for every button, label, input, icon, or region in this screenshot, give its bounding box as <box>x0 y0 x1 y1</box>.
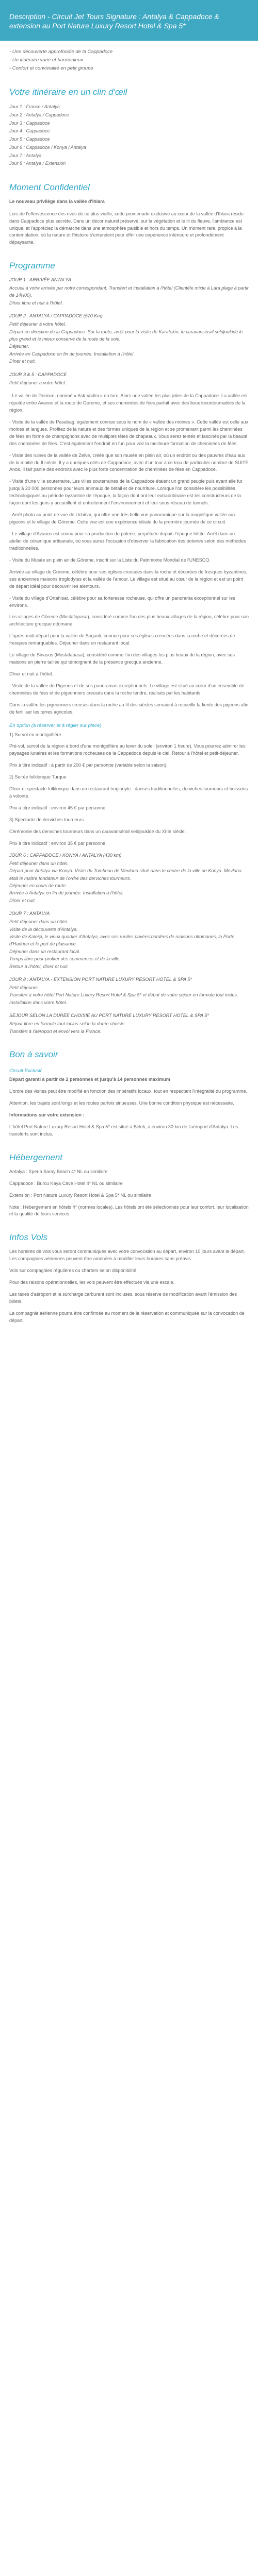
day-block <box>9 313 249 365</box>
infos-vols-paragraph: Pour des raisons opérationnelles, les vols peuvent être effectués via une escale. <box>9 1279 175 1285</box>
day-title: SÉJOUR SELON LA DURÉE CHOISIE AU PORT NATURE LUXURY RESORT HOTEL & SPA 5* <box>9 1013 209 1019</box>
programme-paragraph: Le village de Sinasos (Mustafapasa), considéré comme l'un des villages les plus beaux de la région, avec ses maisons en pierre taillée qui témoignent de la présence grecque ancienne. <box>9 652 235 665</box>
day-title: JOUR 3 & 5 : CAPPADOCE <box>9 371 67 377</box>
bon-paragraph: Départ garanti à partir de 2 personnes et jusqu'à 14 personnes maximum <box>9 1077 170 1082</box>
summary-item: - Un itinéraire varié et harmonieux <box>9 57 84 63</box>
day-title: JOUR 8 : ANTALYA - EXTENSION PORT NATURE LUXURY RESORT HOTEL & SPA 5* <box>9 977 192 982</box>
day-title: JOUR 6 : CAPPADOCE / KONYA / ANTALYA (430 km) <box>9 852 122 858</box>
day-line: Dîner libre et nuit à l'hôtel. <box>9 300 63 306</box>
itinerary-day: Jour 7 : Antalya <box>9 152 42 158</box>
hebergement-paragraph: Antalya : Xperia Saray Beach 4* NL ou similaire <box>9 1168 108 1174</box>
day-line: Petit déjeuner. <box>9 985 39 991</box>
day-line: Dîner et nuit. <box>9 897 36 903</box>
day-line: Déjeuner. <box>9 344 29 349</box>
itinerary-day: Jour 6 : Cappadoce / Konya / Antalya <box>9 144 86 150</box>
programme-paragraph: - Visite des ruines de la vallée de Zelve, créée que son musée en plein air, où un endroit ou des pauvres d'eau aux de la moitié du Il siècle. Il y a quelques cités de Cappadoce, avec d'un tour à ce trou de particulier nombre de SUITE Anos. Il fait partie des endroits avec le plus forte concentration de cheminées de fées en Cappadoce. <box>9 452 249 472</box>
day-line: Séjour libre en formule tout inclus selon la durée choisie. <box>9 1021 126 1027</box>
option-line: 2) Soirée folklorique Turque <box>9 774 67 780</box>
itinerary-day: Jour 4 : Cappadoce <box>9 128 50 134</box>
programme-paragraph: - Visite de la vallée de Pasabag, également connue sous le nom de « vallée des moines ». Cette vallée est celle aux moines et langues. Profitez de la nature et des formes uniques de la région et se promenant parmi les cheminées de fées en forme de champignons avec de multiples têtes de chapeaux. Vous serez tentés et fascinés par la beauté des cheminées de fées. C'est également l'endroit en fun pour voir la meilleure formation de cheminées de fées. <box>9 419 249 446</box>
programme-paragraph: - Visite d'une ville souterraine. Les villes souterraines de la Cappadoce étaient un grand peuple puis avant elle fut jusqu'à 20 000 personnes pour leurs animaux de bétail et de nourriture. Lorsque l'on considère les possibilités technologiques au période byzantine de l'époque, la façon dont ont leur extraordinaire est les constructeurs de la façon dont les gens y accueillent et entretiennent l'environnement et leur sous-réseau de tunnels. <box>9 479 243 506</box>
day-line: Petit déjeuner dans un hôtel. <box>9 860 69 866</box>
infos-vols-paragraph: Les horaires de vols vous seront communiqués avec votre convocation au départ, environ 10 jours avant le départ. Les compagnies aériennes peuvent être amenées à modifier leurs horaires sans préavis. <box>9 1249 245 1261</box>
bon-subtitle: Circuit Exclusif <box>9 1067 42 1074</box>
programme-paragraph: - Visite du village d'Ortahisar, célèbre pour sa forteresse rocheuse, qui offre un panorama exceptionnel sur les environs. <box>9 595 235 608</box>
day-line: Temps libre pour profiter des commerces et de la ville. <box>9 956 121 962</box>
day-line: Petit déjeuner dans un hôtel. <box>9 919 69 925</box>
day-line: Transfert à votre hôtel Port Nature Luxury Resort Hotel & Spa 5* et début de votre séjour en formule tout inclus. <box>9 992 238 998</box>
programme-paragraph: - Visite du Musée en plein air de Göreme, inscrit sur la Liste du Patrimoine Mondial de l'UNESCO. <box>9 557 211 563</box>
bon-heading: Bon à savoir <box>9 1049 58 1060</box>
summary-item: - Une découverte approfondie de la Cappadoce <box>9 49 113 55</box>
hebergement-paragraph: Cappadoce : Burcu Kaya Cave Hotel 4* NL ou similaire <box>9 1180 123 1186</box>
itinerary-list <box>9 103 249 168</box>
day-line: Arrivée en Cappadoce en fin de journée. Installation à l'hôtel. <box>9 351 135 357</box>
option-line: Dîner et spectacle folklorique dans un restaurant troglodyte : danses traditionnelles, derviches tourneurs et boissons à volonté. <box>9 786 248 799</box>
summary-list <box>9 48 249 73</box>
day-line: Dîner et nuit. <box>9 359 36 364</box>
day-line: Arrivée à Antalya en fin de journée. Installation à l'hôtel. <box>9 890 124 896</box>
day-block <box>9 852 249 904</box>
description-header <box>0 0 258 41</box>
programme-paragraph: Dans la vallée les pigeonniers creusés dans la roche au fil des siècles servaient à recueillir la fiente des pigeons afin de fertiliser les terres agricoles. <box>9 702 249 715</box>
day-line: Départ pour Antalya via Konya. Visite du Tombeau de Mevlana situé dans le centre de la ville de Konya. Mevlana était le maître fondateur de l'ordre des derviches tourneurs. <box>9 868 241 881</box>
programme-paragraph: Dîner et nuit à l'hôtel. <box>9 671 53 677</box>
hebergement-paragraph: Note : Hébergement en hôtels 4* (normes locales). Les hôtels ont été sélectionnés pour leur confort, leur localisation et la qualité de leurs services. <box>9 1204 249 1217</box>
day-block <box>9 910 249 970</box>
itinerary-day: Jour 3 : Cappadoce <box>9 120 50 126</box>
infos-vols-paragraph: Les taxes d'aéroport et la surcharge carburant sont incluses, sous réserve de modification avant l'émission des billets. <box>9 1291 237 1304</box>
day-line: Petit déjeuner à votre hôtel. <box>9 321 67 327</box>
option-line: Prix à titre indicatif : environ 35 € par personne. <box>9 840 107 846</box>
programme-paragraph: - Arrêt photo au point de vue de Uchisar, qui offre une très belle vue panoramique sur la magnifique vallée aux pigeons et le village de Göreme. Cette vue est une expérience idéale du la première journée de ce circuit. <box>9 512 236 525</box>
page-title: Description - Circuit Jet Tours Signature : Antalya & Cappadoce & extension au Port Nature Luxury Resort Hotel & Spa 5* <box>9 12 219 30</box>
day-line: Transfert à l'aéroport et envol vers la France. <box>9 1028 102 1034</box>
moment-paragraph: Lors de l'effervescence des rives de ce plus vieille, cette promenade exclusive au cœur de la vallée d'Ihlara réside dans Cappadoce plus secrète. Dans un décor naturel préservé, sur la végétation et le lit du fleuve, l'ambiance est unique, et l'appréciez la démarche dans une atmosphère paisible et hors du temps. Un moment rare, propice à la contemplation, où la nature et l'histoire s'entendent pour offrir une expérience intérieure et profondément dépaysante. <box>9 211 244 245</box>
programme-paragraph: - Visite de la vallée de Pigeons et de ses panoramas exceptionnels. Le village est situé au cœur d'un ensemble de cheminées de fées et de pigeonniers creusés dans la roche tendre, réalisés par les habitants. <box>9 683 245 696</box>
day-title: JOUR 2 : ANTALYA / CAPPADOCE (570 Km) <box>9 313 103 319</box>
day-line: Visite de la découverte d'Antalya. <box>9 926 78 932</box>
option-line: Prix à titre indicatif : à partir de 200 € par personne (variable selon la saison). <box>9 762 168 768</box>
day-line: Déjeuner dans un restaurant local. <box>9 948 80 954</box>
hebergement-heading: Hébergement <box>9 1153 63 1163</box>
itinerary-day: Jour 2 : Antalya / Cappadoce <box>9 112 69 117</box>
day-line: Retour à l'hôtel, dîner et nuit. <box>9 963 69 969</box>
itinerary-day: Jour 5 : Cappadoce <box>9 137 50 142</box>
moment-heading: Moment Confidentiel <box>9 182 90 193</box>
day-line: Visite de Kaleiçi, le vieux quartier d'Antalya, avec ses ruelles pavées bordées de maisons ottomanes, la Porte d'Hadrien et le port de plaisance. <box>9 934 235 947</box>
programme-paragraph: - Le village d'Avanos est connu pour sa production de poterie, perpétuée depuis l'époque hittite. Arrêt dans un atelier de céramique artisanale, où vous aurez l'occasion d'observer la fabrication des poteries selon des méthodes traditionnelles. <box>9 531 246 551</box>
day-title: JOUR 1 : ARRIVÉE ANTALYA <box>9 277 71 282</box>
day-title: JOUR 7 : ANTALYA <box>9 911 50 917</box>
programme-heading: Programme <box>9 261 55 271</box>
option-line: 3) Spectacle de derviches tourneurs <box>9 817 84 823</box>
programme-paragraph: Les villages de Göreme (Mustafapasa), considéré comme l'un des plus beaux villages de la région, célèbre pour son architecture grecque ottomane. <box>9 614 249 627</box>
infos-vols-heading: Infos Vols <box>9 1232 48 1243</box>
day-block <box>9 976 249 1006</box>
itinerary-day: Jour 1 : France / Antalya <box>9 104 60 110</box>
programme-paragraph: L'après-midi départ pour la vallée de Soganli, connue pour ses églises creusées dans la roche et décorées de fresques remarquables. Déjeuner dans un restaurant local. <box>9 633 235 646</box>
programme-paragraph: Arrivée au village de Göreme, célèbre pour ses églises creusées dans la roche et décorées de fresques byzantines, ses anciennes maisons troglodytes et la vallée de l'amour. Le village est situé au cœur de la région et est un point de départ idéal pour découvrir les alentours. <box>9 569 248 589</box>
itinerary-heading: Votre itinéraire en un clin d'œil <box>9 87 127 97</box>
hebergement-paragraph: Extension : Port Nature Luxury Resort Hotel & Spa 5* NL ou similaire <box>9 1192 151 1198</box>
programme-paragraph: - Le vallée de Derinco, nommé « Ask Vadisi » en turc, Alors une vallée les plus jolies de la Cappadoce. La vallée est réputée entre Avanos et la route de Goreme, et ses cheminées de fées parfait avec des lieux incontournables de la région. <box>9 393 248 413</box>
moment-subtitle: Le nouveau privilège dans la vallée d'Ihlara <box>9 198 105 204</box>
bon-paragraph: L'ordre des visites peut être modifié en fonction des impératifs locaux, tout en respectant l'intégralité du programme. <box>9 1089 248 1094</box>
content <box>0 41 258 1325</box>
infos-vols-paragraph: Vols sur compagnies régulières ou charters selon disponibilité. <box>9 1267 138 1273</box>
day-line: Installation dans votre hôtel. <box>9 999 68 1005</box>
day-block <box>9 1012 249 1035</box>
day-block <box>9 277 249 307</box>
bon-paragraph: Informations sur votre extension : <box>9 1112 85 1118</box>
bon-paragraph: Attention, les trajets sont longs et les routes parfois sinueuses. Une bonne condition physique est nécessaire. <box>9 1100 234 1106</box>
option-line: 1) Survol en montgolfière <box>9 732 61 737</box>
day-line: Déjeuner en cours de route. <box>9 883 67 889</box>
bon-paragraph: L'hôtel Port Nature Luxury Resort Hotel & Spa 5* est situé à Belek, à environ 30 km de l'aéroport d'Antalya. Les transferts sont inclus. <box>9 1124 238 1137</box>
option-line: Cérémonie des derviches tourneurs dans un caravansérail seldjoukide du XIIIe siècle. <box>9 828 186 834</box>
infos-vols-paragraph: La compagnie aérienne pourra être confirmée au moment de la réservation et communiquée sur la convocation de départ. <box>9 1310 245 1323</box>
day-line: Accueil à votre arrivée par notre correspondant. Transfert et installation à l'hôtel (Clientèle mixte à Lara plage à partir de 14H00). <box>9 285 249 298</box>
day-line: Départ en direction de la Cappadoce. Sur la route, arrêt pour la visite de Karatekin, le caravansérail seldjoukide le plus grand et le mieux conservé de la route de la soie. <box>9 329 243 342</box>
options-heading: En option (à réserver et à régler sur place) <box>9 722 102 728</box>
option-line: Pré-vol, survol de la région à bord d'une montgolfière au lever du soleil (environ 1 heure). Vous pourrez admirer les paysages lunaires et les formations rocheuses de la Cappadoce depuis le ciel. Retour à l'hôtel et petit-déjeuner. <box>9 743 246 756</box>
day-line: Petit déjeuner à votre hôtel. <box>9 380 67 385</box>
itinerary-day: Jour 8 : Antalya / Extension <box>9 161 66 166</box>
option-line: Prix à titre indicatif : environ 45 € par personne. <box>9 805 107 811</box>
summary-item: - Confort et convivialité en petit groupe <box>9 65 93 72</box>
day-block <box>9 371 249 386</box>
